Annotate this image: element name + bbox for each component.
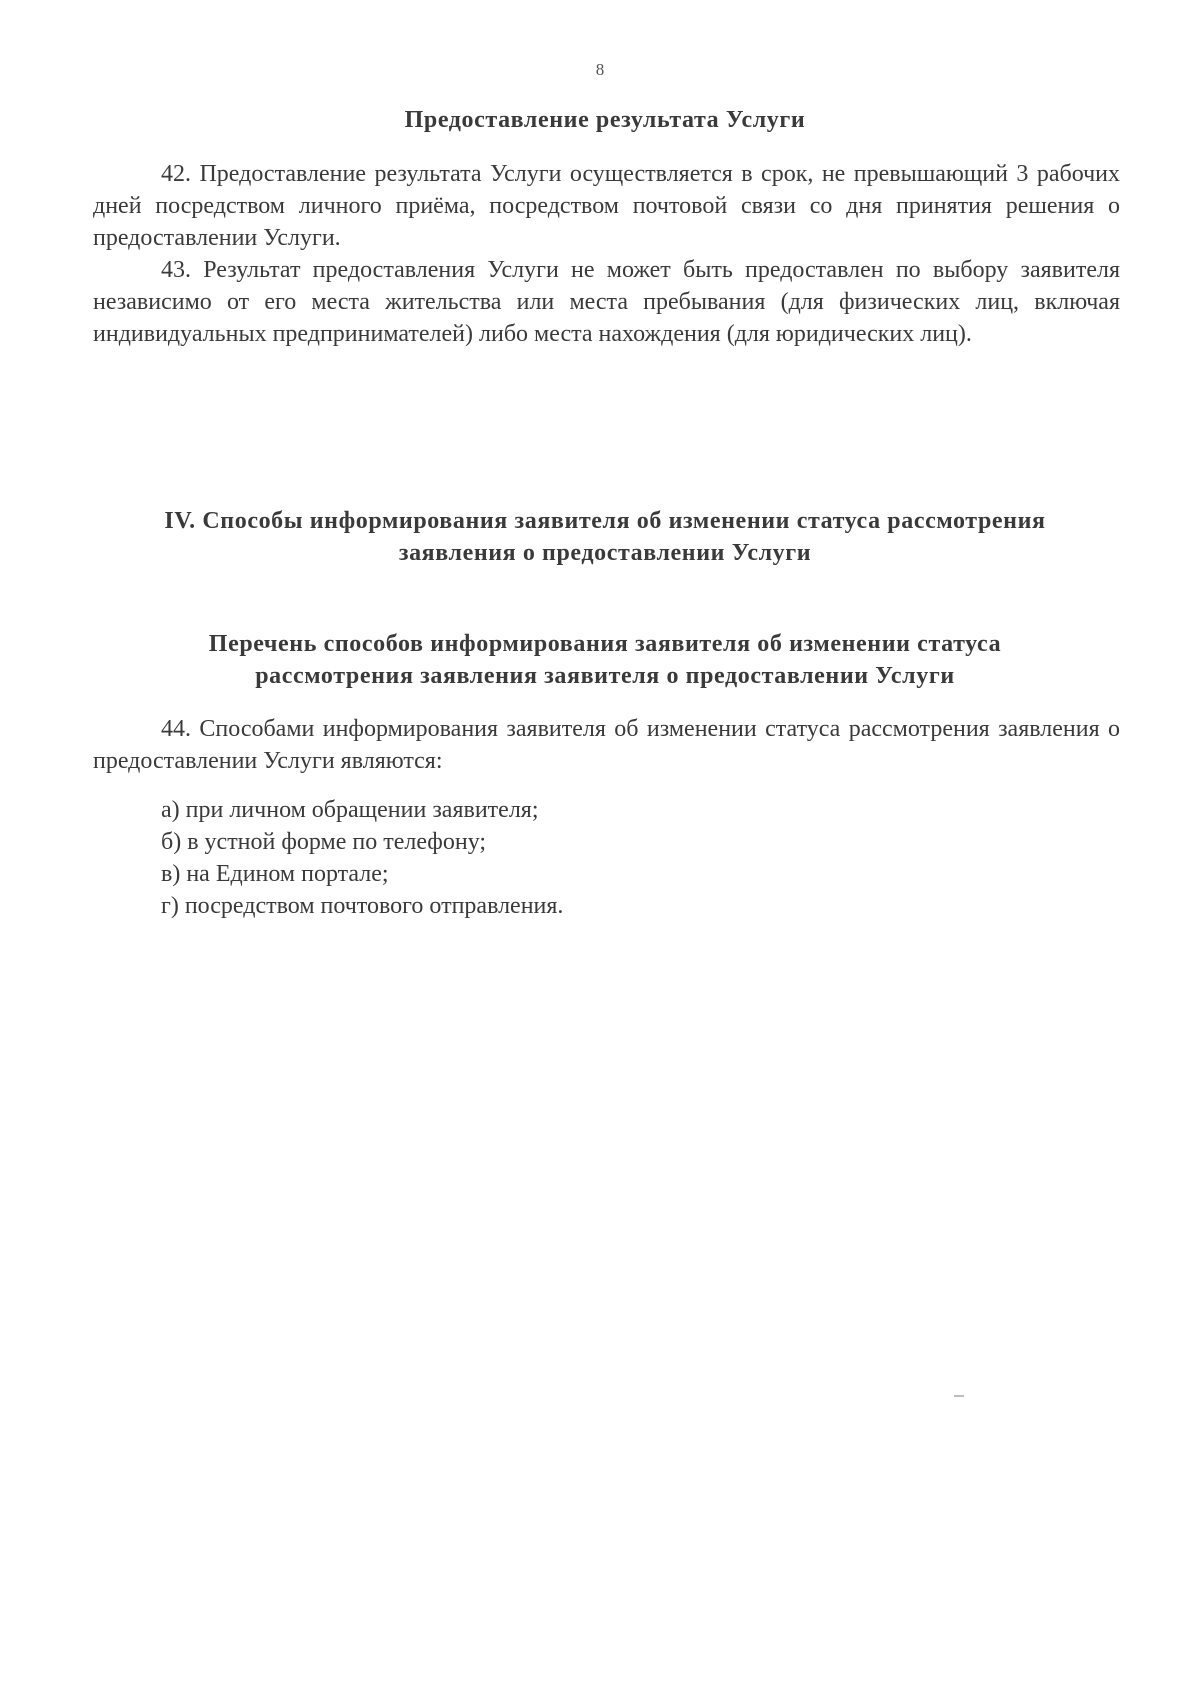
- section-iv-heading-line-1: IV. Способы информирования заявителя об изменении статуса рассмотрения: [164, 508, 1046, 534]
- subsection-heading-line-1: Перечень способов информирования заявителя об изменении статуса: [208, 631, 1002, 657]
- paragraph-42: 42. Предоставление результата Услуги осуществляется в срок, не превышающий 3 рабочих дней посредством личного приёма, посредством почтовой связи со дня принятия решения о предоставлении Услуги.: [93, 161, 1120, 251]
- list-item-a: а) при личном обращении заявителя;: [161, 797, 539, 823]
- scan-artifact-mark: [954, 1395, 964, 1397]
- paragraph-43: 43. Результат предоставления Услуги не может быть предоставлен по выбору заявителя независимо от его места жительства или места пребывания (для физических лиц, включая индивидуальных предпринимателей) либо места нахождения (для юридических лиц).: [93, 257, 1120, 347]
- list-item-d: г) посредством почтового отправления.: [161, 893, 564, 919]
- section-heading-result: Предоставление результата Услуги: [404, 107, 806, 133]
- page-number: 8: [595, 60, 605, 79]
- list-item-c: в) на Едином портале;: [161, 861, 389, 887]
- paragraph-44: 44. Способами информирования заявителя об изменении статуса рассмотрения заявления о предоставлении Услуги являются:: [93, 716, 1120, 774]
- list-item-b: б) в устной форме по телефону;: [161, 829, 487, 855]
- subsection-heading-line-2: рассмотрения заявления заявителя о предоставлении Услуги: [255, 663, 955, 689]
- section-iv-heading-line-2: заявления о предоставлении Услуги: [398, 540, 812, 566]
